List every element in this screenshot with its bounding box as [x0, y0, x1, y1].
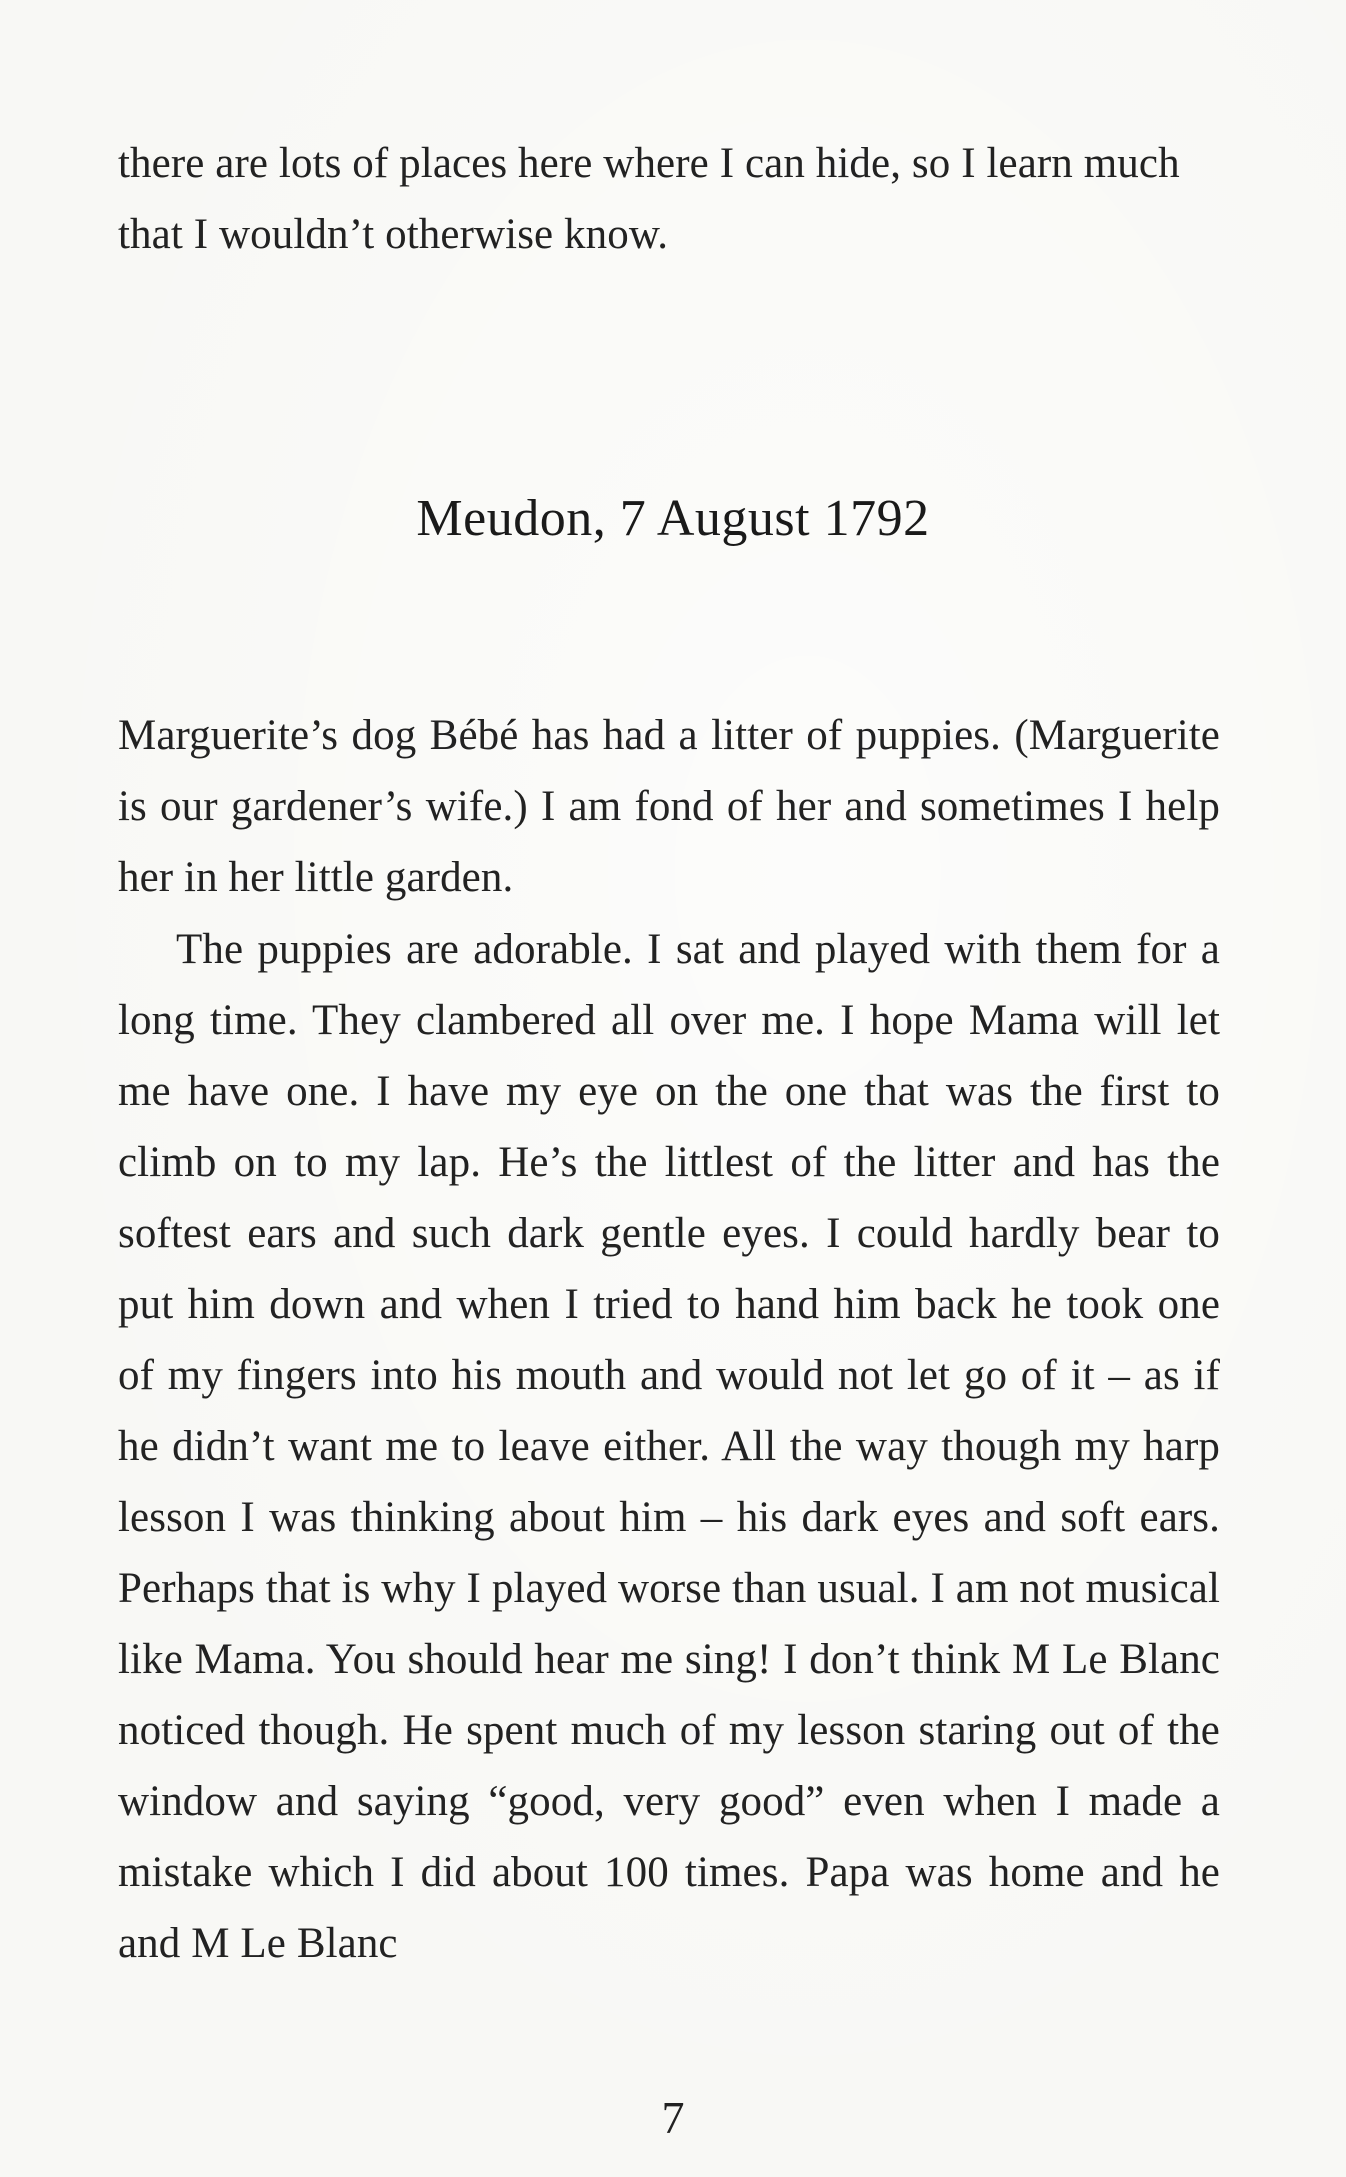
page-number: 7 [661, 2092, 685, 2143]
entry-paragraph-2: The puppies are adorable. I sat and played with them for a long time. They clambered all over me. I hope Mama will let me have one. I have my eye on the one that was the first to climb on to my lap. He’s the littlest of the litter and has the softest ears and such dark gentle eyes. I could hardly bear to put him down and when I tried to hand him back he took one of my fingers into his mouth and would not let go of it – as if he didn’t want me to leave either. All the way though my harp lesson I was thinking about him – his dark eyes and soft ears. Perhaps that is why I played worse than usual. I am not musical like Mama. You should hear me sing! I don’t think M Le Blanc noticed though. He spent much of my lesson staring out of the window and saying “good, very good” even when I made a mistake which I did about 100 times. Papa was home and he and M Le Blanc [118, 926, 1220, 1967]
entry-paragraph-1: Marguerite’s dog Bébé has had a litter of puppies. (Marguerite is our gardener’s wife.) I am fond of her and sometimes I help her in her little garden. [118, 712, 1220, 901]
diary-entry-heading: Meudon, 7 August 1792 [416, 490, 930, 547]
continuation-paragraph: there are lots of places here where I can hide, so I learn much that I wouldn’t otherwise know. [118, 140, 1180, 258]
